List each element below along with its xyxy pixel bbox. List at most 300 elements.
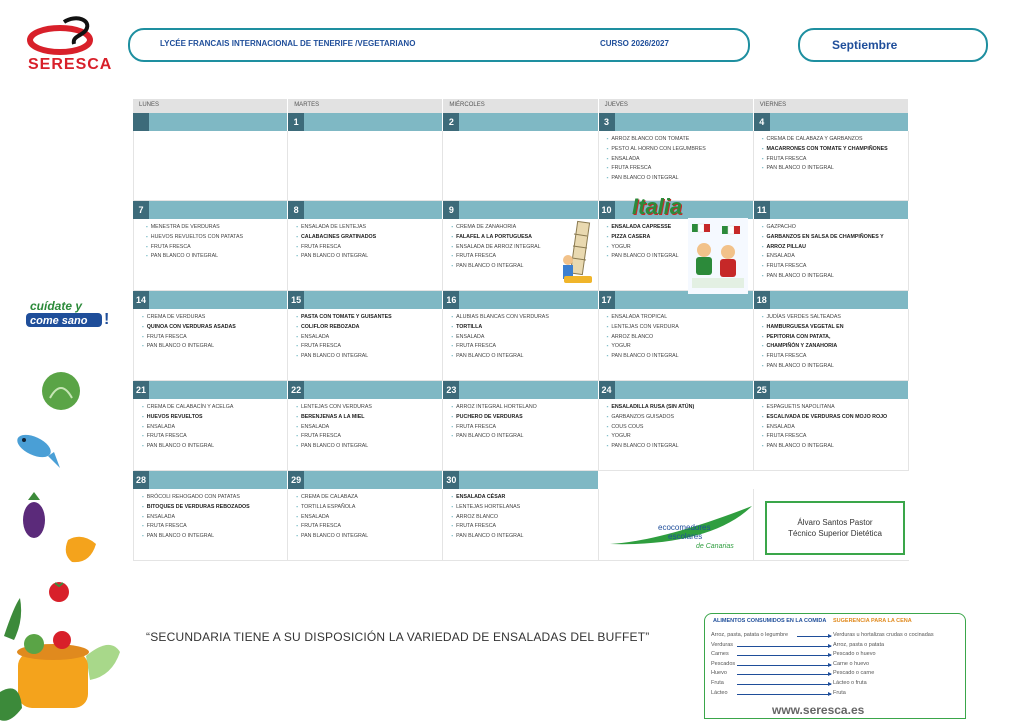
menu-item-text: HUEVOS REVUELTOS [146, 413, 203, 420]
bullet-dash: - [761, 423, 764, 430]
month-label: Septiembre [832, 38, 898, 52]
bullet-dash: - [296, 494, 298, 500]
menu-item [142, 513, 283, 523]
menu-item-text: FRUTA FRESCA [766, 353, 807, 360]
menu-item [762, 342, 904, 352]
menu-item-text: PESTO AL HORNO CON LEGUMBRES [611, 145, 706, 152]
menu-item [296, 522, 438, 532]
food-lunch: Pescados [711, 660, 736, 667]
bullet-dash: - [451, 513, 454, 520]
menu-item-text: ENSALADA CAPRESSE [611, 224, 672, 230]
bullet-dash: - [451, 503, 454, 510]
menu-item-text: TORTILLA [456, 323, 483, 330]
lettuce-icon [40, 368, 82, 414]
menu-item-text: ARROZ BLANCO [456, 513, 498, 520]
menu-item-text: PAN BLANCO O INTEGRAL [766, 443, 834, 450]
course-year: CURSO 2026/2027 [600, 39, 669, 48]
weekday-1: MARTES [288, 99, 443, 113]
arrow-right-icon [737, 655, 831, 656]
bullet-dash: - [142, 433, 144, 440]
menu-item [146, 233, 283, 243]
menu-item-text: MENESTRA DE VERDURAS [150, 224, 220, 230]
day-number [133, 113, 149, 131]
menu-item [296, 432, 438, 442]
menu-item-text: FRUTA FRESCA [456, 423, 497, 430]
bullet-dash: - [761, 362, 764, 369]
food-head-dinner: SUGERENCIA PARA LA CENA [833, 618, 912, 624]
menu-item [296, 532, 438, 542]
menu-item-text: PAN BLANCO O INTEGRAL [150, 253, 219, 260]
menu-item [762, 323, 904, 333]
menu-item [142, 532, 283, 542]
bullet-dash: - [451, 423, 454, 430]
bullet-dash: - [451, 533, 454, 540]
day-menu-cell [443, 399, 598, 471]
day-number-cell [133, 201, 288, 219]
bullet-dash: - [761, 145, 764, 152]
week-row [133, 399, 909, 471]
menu-item-text: ENSALADA [766, 253, 795, 260]
day-number-cell [443, 471, 598, 489]
day-number: 15 [288, 291, 304, 309]
bullet-dash: - [142, 423, 144, 430]
menu-item-text: FALAFEL A LA PORTUGUESA [456, 233, 532, 240]
bullet-dash: - [142, 404, 144, 410]
menu-item-text: YOGUR [611, 243, 631, 250]
menu-item [146, 223, 283, 233]
bullet-dash: - [761, 323, 764, 330]
bullet-dash: - [296, 243, 298, 250]
menu-item [451, 342, 593, 352]
menu-item-text: ENSALADA [766, 423, 795, 430]
menu-item-text: PAN BLANCO O INTEGRAL [456, 263, 524, 270]
menu-item [142, 342, 283, 352]
dietitian-role: Técnico Superior Dietética [788, 529, 882, 538]
bullet-dash: - [142, 343, 144, 350]
menu-item [607, 413, 749, 423]
pisa-tower-illustration [560, 216, 602, 284]
food-dinner: Verduras u hortalizas crudas o cocinadas [833, 632, 934, 638]
bullet-dash: - [451, 433, 454, 440]
menu-item [296, 503, 438, 513]
menu-item [762, 333, 904, 343]
day-number-cell [133, 113, 288, 131]
menu-item-text: ENSALADA [456, 333, 485, 340]
menu-item [451, 352, 593, 362]
menu-item [296, 233, 438, 243]
menu-item-text: FRUTA FRESCA [456, 253, 497, 260]
food-lunch: Carnes [711, 651, 729, 658]
bullet-dash: - [296, 523, 298, 530]
menu-item-text: PAN BLANCO O INTEGRAL [300, 253, 369, 260]
menu-item-text: HAMBURGUESA VEGETAL EN [766, 323, 844, 330]
day-number-cell [288, 471, 443, 489]
dietitian-name: Álvaro Santos Pastor [797, 518, 873, 527]
bullet-dash: - [296, 333, 298, 340]
day-number: 2 [443, 113, 459, 131]
day-menu-cell [133, 399, 288, 471]
menu-item [296, 493, 438, 503]
bullet-dash: - [761, 353, 764, 360]
month-banner [798, 28, 988, 62]
menu-item-text: GARBANZOS EN SALSA DE CHAMPIÑONES Y [766, 233, 884, 240]
weekday-4: VIERNES [754, 99, 909, 113]
menu-item-text: TORTILLA ESPAÑOLA [300, 503, 356, 510]
bullet-dash: - [451, 523, 454, 530]
day-number: 10 [599, 201, 615, 219]
menu-item-text: PAN BLANCO O INTEGRAL [456, 433, 524, 440]
menu-item [451, 413, 593, 423]
menu-item-text: PAN BLANCO O INTEGRAL [766, 165, 834, 172]
menu-item-text: ENSALADA DE ARROZ INTEGRAL [456, 243, 541, 250]
bullet-dash: - [296, 404, 298, 410]
menu-item [296, 252, 438, 262]
menu-item-text: ARROZ BLANCO CON TOMATE [611, 136, 690, 142]
menu-item-text: PEPITORIA CON PATATA, [766, 333, 831, 340]
eco-line3: de Canarias [696, 543, 734, 550]
eco-line1: ecocomedores [658, 523, 711, 532]
weekday-2: MIÉRCOLES [443, 99, 598, 113]
day-number-cell [599, 113, 754, 131]
bullet-dash: - [606, 175, 609, 182]
week-number-bar [133, 113, 909, 131]
menu-item-text: PAN BLANCO O INTEGRAL [456, 353, 524, 360]
menu-item-text: FRUTA FRESCA [766, 155, 807, 162]
menu-item-text: PUCHERO DE VERDURAS [456, 413, 523, 420]
menu-item [146, 243, 283, 253]
menu-item-text: YOGUR [611, 343, 631, 350]
menu-item [296, 413, 438, 423]
menu-item-text: PAN BLANCO O INTEGRAL [146, 343, 215, 350]
menu-item-text: FRUTA FRESCA [611, 165, 652, 172]
day-number: 1 [288, 113, 304, 131]
bullet-dash: - [451, 314, 454, 320]
menu-item [762, 403, 904, 413]
menu-item-text: FRUTA FRESCA [300, 523, 341, 530]
bullet-dash: - [296, 343, 298, 350]
menu-item [142, 313, 283, 323]
day-menu-cell [754, 399, 909, 471]
menu-item-text: LENTEJAS CON VERDURAS [300, 404, 372, 410]
food-row [711, 680, 961, 689]
day-menu-cell [443, 309, 598, 381]
day-number-cell [443, 291, 598, 309]
italian-kids-illustration [688, 218, 748, 294]
menu-item-text: FRUTA FRESCA [146, 433, 187, 440]
bullet-dash: - [296, 253, 298, 260]
bullet-dash: - [606, 165, 609, 172]
day-number-cell [133, 291, 288, 309]
menu-item [762, 135, 904, 145]
bullet-dash: - [296, 503, 298, 510]
food-lunch: Fruta [711, 680, 724, 686]
bullet-dash: - [761, 413, 764, 420]
weekday-0: LUNES [133, 99, 288, 113]
school-title: LYCÉE FRANCAIS INTERNACIONAL DE TENERIFE /VEGETARIANO [160, 39, 416, 48]
menu-item-text: ENSALADA [300, 513, 330, 520]
menu-item [451, 522, 593, 532]
menu-item [451, 513, 593, 523]
food-head-lunch: ALIMENTOS CONSUMIDOS EN LA COMIDA [713, 618, 827, 624]
menu-item [451, 313, 593, 323]
food-lunch: Arroz, pasta, patata o legumbre [711, 632, 789, 638]
bullet-dash: - [296, 533, 298, 540]
menu-item [296, 313, 438, 323]
day-number: 21 [133, 381, 149, 399]
menu-item-text: PIZZA CASERA [611, 233, 651, 240]
day-menu-cell [599, 399, 754, 471]
menu-item [296, 323, 438, 333]
menu-item-text: MACARRONES CON TOMATE Y CHAMPIÑONES [766, 145, 888, 152]
bullet-dash: - [296, 314, 298, 320]
bullet-dash: - [606, 404, 609, 410]
menu-item [607, 342, 749, 352]
menu-item [762, 145, 904, 155]
menu-item [142, 522, 283, 532]
menu-item [296, 513, 438, 523]
menu-item [146, 252, 283, 262]
title-banner [128, 28, 750, 62]
menu-item-text: FRUTA FRESCA [300, 243, 341, 250]
bullet-dash: - [761, 343, 764, 350]
menu-item-text: FRUTA FRESCA [456, 343, 497, 350]
bullet-dash: - [451, 253, 454, 260]
food-dinner: Arroz, pasta o patata [833, 641, 885, 648]
menu-item [762, 413, 904, 423]
menu-item [762, 442, 904, 452]
week-number-bar [133, 201, 909, 219]
menu-item-text: CHAMPIÑÓN Y ZANAHORIA [766, 343, 838, 350]
menu-item [142, 442, 283, 452]
bullet-dash: - [761, 333, 764, 340]
bullet-dash: - [142, 503, 144, 510]
bullet-dash: - [296, 423, 298, 430]
menu-item-text: PAN BLANCO O INTEGRAL [300, 443, 369, 450]
menu-item [607, 135, 749, 145]
menu-item-text: ENSALADA TROPICAL [611, 314, 668, 320]
menu-item [296, 342, 438, 352]
menu-item-text: JUDÍAS VERDES SALTEADAS [766, 314, 841, 320]
day-number: 18 [754, 291, 770, 309]
menu-item [607, 423, 749, 433]
bullet-dash: - [142, 523, 144, 530]
bullet-dash: - [451, 353, 454, 360]
day-number: 4 [754, 113, 770, 131]
cuidate-exclaim: ! [104, 311, 110, 328]
menu-item [762, 155, 904, 165]
bullet-dash: - [451, 243, 454, 250]
menu-item-text: CREMA DE VERDURAS [146, 314, 206, 320]
food-lunch: Verduras [711, 641, 734, 648]
bullet-dash: - [606, 136, 609, 142]
day-number: 29 [288, 471, 304, 489]
menu-item-text: ENSALADA [146, 423, 176, 430]
bullet-dash: - [761, 272, 764, 279]
bullet-dash: - [296, 443, 298, 450]
day-menu-cell [443, 131, 598, 201]
bullet-dash: - [606, 323, 609, 330]
menu-item-text: ESPAGUETIS NAPOLITANA [766, 404, 835, 410]
bullet-dash: - [606, 243, 609, 250]
bullet-dash: - [761, 314, 764, 320]
day-menu-cell [288, 131, 443, 201]
day-menu-cell [288, 489, 443, 561]
menu-item [142, 503, 283, 513]
bullet-dash: - [142, 413, 144, 420]
day-menu-cell [133, 489, 288, 561]
arrow-right-icon [737, 665, 831, 666]
day-menu-cell [288, 309, 443, 381]
week-row [133, 309, 909, 381]
menu-item [142, 432, 283, 442]
week-number-bar [133, 381, 909, 399]
day-number-cell [599, 381, 754, 399]
bullet-dash: - [606, 443, 609, 450]
menu-item [762, 262, 904, 272]
menu-item-text: PAN BLANCO O INTEGRAL [611, 353, 679, 360]
menu-item [296, 333, 438, 343]
bullet-dash: - [451, 233, 454, 240]
day-number: 23 [443, 381, 459, 399]
menu-item-text: PAN BLANCO O INTEGRAL [146, 533, 215, 540]
bullet-dash: - [761, 224, 764, 230]
menu-item [451, 432, 593, 442]
bullet-dash: - [451, 263, 454, 270]
bullet-dash: - [606, 423, 609, 430]
bullet-dash: - [606, 413, 609, 420]
day-menu-cell [288, 399, 443, 471]
menu-item-text: FRUTA FRESCA [300, 433, 341, 440]
menu-item [607, 145, 749, 155]
food-row [711, 661, 961, 670]
menu-item-text: ARROZ BLANCO [611, 333, 654, 340]
menu-item-text: PAN BLANCO O INTEGRAL [300, 353, 369, 360]
food-row [711, 632, 961, 641]
day-menu-cell [754, 131, 909, 201]
menu-item-text: ENSALADA [611, 155, 640, 162]
menu-item-text: PAN BLANCO O INTEGRAL [611, 443, 679, 450]
menu-item-text: ENSALADA DE LENTEJAS [300, 224, 367, 230]
menu-item-text: FRUTA FRESCA [300, 343, 341, 350]
day-number-cell [288, 381, 443, 399]
day-menu-cell [133, 309, 288, 381]
menu-item-text: PAN BLANCO O INTEGRAL [766, 362, 834, 369]
menu-item-text: FRUTA FRESCA [150, 243, 191, 250]
bullet-dash: - [761, 253, 764, 260]
day-number-cell [443, 381, 598, 399]
menu-item-text: PAN BLANCO O INTEGRAL [611, 253, 679, 260]
bullet-dash: - [606, 333, 609, 340]
bullet-dash: - [606, 253, 609, 260]
bullet-dash: - [142, 323, 144, 330]
menu-item [607, 352, 749, 362]
menu-item-text: LENTEJAS CON VERDURA [611, 323, 679, 330]
bullet-dash: - [451, 404, 454, 410]
menu-item [607, 313, 749, 323]
menu-item-text: ENSALADA CÉSAR [456, 494, 506, 500]
bullet-dash: - [451, 413, 454, 420]
week-row [133, 219, 909, 291]
menu-item-text: BITOQUES DE VERDURAS REBOZADOS [146, 503, 250, 510]
menu-item [142, 323, 283, 333]
day-number: 25 [754, 381, 770, 399]
day-number: 11 [754, 201, 770, 219]
menu-item-text: QUINOA CON VERDURAS ASADAS [146, 323, 236, 330]
bullet-dash: - [146, 253, 148, 260]
bullet-dash: - [606, 353, 609, 360]
food-dinner: Pescado o carne [833, 670, 875, 677]
menu-item [296, 243, 438, 253]
day-number: 22 [288, 381, 304, 399]
bullet-dash: - [296, 413, 298, 420]
bullet-dash: - [606, 155, 609, 162]
menu-item [451, 423, 593, 433]
food-dinner: Pescado o huevo [833, 651, 876, 658]
menu-item [762, 432, 904, 442]
menu-item-text: GAZPACHO [766, 224, 796, 230]
day-number-cell [288, 113, 443, 131]
bullet-dash: - [761, 233, 764, 240]
menu-item [607, 323, 749, 333]
menu-item-text: ARROZ INTEGRAL HORTELANO [456, 404, 537, 410]
food-dinner: Lácteo o fruta [833, 680, 867, 686]
bullet-dash: - [451, 224, 454, 230]
menu-item [762, 313, 904, 323]
day-number-cell [133, 471, 288, 489]
day-number: 24 [599, 381, 615, 399]
menu-item [296, 423, 438, 433]
bullet-dash: - [606, 314, 609, 320]
bullet-dash: - [451, 494, 454, 500]
bullet-dash: - [146, 224, 148, 230]
menu-item [142, 493, 283, 503]
menu-item-text: LENTEJAS HORTELANAS [456, 503, 521, 510]
food-dinner: Carne o huevo [833, 660, 870, 667]
menu-item-text: BERENJENAS A LA MIEL [300, 413, 365, 420]
day-number: 3 [599, 113, 615, 131]
day-number: 8 [288, 201, 304, 219]
menu-item-text: PAN BLANCO O INTEGRAL [456, 533, 524, 540]
menu-item-text: ENSALADA [300, 333, 330, 340]
menu-item-text: PAN BLANCO O INTEGRAL [611, 175, 679, 182]
day-menu-cell [133, 219, 288, 291]
menu-item [296, 403, 438, 413]
food-lunch: Lácteo [711, 689, 728, 696]
eco-line2: escolares [668, 532, 703, 541]
day-number: 9 [443, 201, 459, 219]
ecocomedores-logo [606, 498, 756, 552]
day-number: 14 [133, 291, 149, 309]
menu-item-text: ENSALADA [300, 423, 330, 430]
menu-item [451, 493, 593, 503]
day-menu-cell [599, 309, 754, 381]
bullet-dash: - [451, 323, 454, 330]
bullet-dash: - [761, 136, 764, 142]
menu-item [762, 243, 904, 253]
bullet-dash: - [451, 333, 454, 340]
menu-item [607, 403, 749, 413]
menu-item [142, 333, 283, 343]
bullet-dash: - [761, 404, 764, 410]
day-number-cell [754, 201, 909, 219]
menu-item [762, 423, 904, 433]
menu-item [762, 362, 904, 372]
day-number-cell [133, 381, 288, 399]
cuidate-line2: come sano [30, 315, 88, 327]
menu-item [296, 223, 438, 233]
menu-item [296, 442, 438, 452]
bullet-dash: - [146, 243, 148, 250]
